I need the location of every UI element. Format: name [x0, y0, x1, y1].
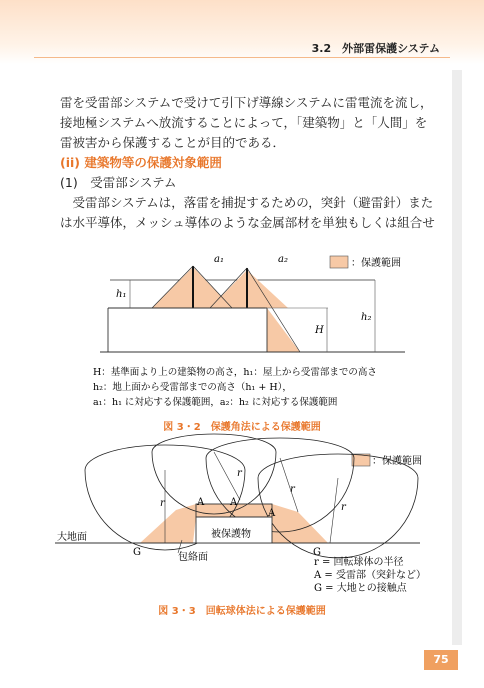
- rolling-sphere: [152, 434, 276, 514]
- label-G: G: [133, 547, 141, 558]
- note-line: h₂：地上面から受雷部までの高さ（h₁ + H），: [93, 382, 292, 393]
- paragraph-line: 雷を受雷部システムで受けて引下げ導線システムに雷電流を流し，: [60, 95, 433, 110]
- note-line: H：基準面より上の建築物の高さ，h₁：屋上から受雷部までの高さ: [93, 367, 377, 378]
- note-line: r = 回転球体の半径: [314, 557, 404, 568]
- running-title: 3.2 外部雷保護システム: [311, 42, 440, 55]
- note-line: A = 受雷部（突針など）: [314, 570, 426, 581]
- protection-area: [140, 504, 196, 543]
- protected-object-label: 被保護物: [211, 529, 251, 540]
- legend-label: ：保護範囲: [351, 258, 401, 269]
- label-G: G: [313, 547, 321, 558]
- figure-caption: 図 3・2 保護角法による保護範囲: [163, 422, 321, 433]
- label-r: r: [341, 502, 346, 513]
- label-r: r: [290, 484, 295, 495]
- label-A: A: [197, 497, 205, 508]
- paragraph-line: 接地極システムへ放流することによって，「建築物」と「人間」を: [60, 115, 428, 130]
- label-H: H: [315, 325, 324, 336]
- label-a1: a₁: [214, 254, 224, 265]
- label-A: A: [230, 497, 238, 508]
- label-a2: a₂: [278, 254, 288, 265]
- header-rule: [34, 57, 450, 58]
- figure-protection-angle: [0, 240, 484, 415]
- paragraph-line: 受雷部システムは，落雷を捕捉するための，突針（避雷針）また: [60, 195, 434, 210]
- note-line: a₁：h₁ に対応する保護範囲，a₂：h₂ に対応する保護範囲: [93, 397, 338, 408]
- label-h1: h₁: [116, 289, 127, 300]
- ground-label: 大地面: [57, 532, 87, 543]
- label-r: r: [237, 468, 242, 479]
- label-A: A: [268, 508, 276, 519]
- envelope-label: 包絡面: [178, 552, 208, 563]
- subsection-heading: (1) 受雷部システム: [60, 175, 177, 190]
- protection-area: [272, 504, 328, 543]
- note-line: G = 大地との接触点: [314, 583, 407, 594]
- paragraph-line: は水平導体，メッシュ導体のような金属部材を単独もしくは組合せ: [60, 215, 435, 230]
- figure-caption: 図 3・3 回転球体法による保護範囲: [158, 606, 326, 617]
- label-r: r: [160, 498, 165, 509]
- protection-area: [267, 308, 300, 352]
- radius-line: [280, 458, 298, 512]
- paragraph-line: 雷被害から保護することが目的である．: [60, 135, 286, 150]
- protection-area: [210, 270, 288, 308]
- radius-line: [330, 478, 338, 543]
- legend-label: ：保護範囲: [372, 456, 422, 467]
- label-h2: h₂: [361, 312, 372, 323]
- section-heading: (ii) 建築物等の保護対象範囲: [60, 155, 222, 170]
- legend-swatch: [330, 256, 348, 268]
- figure-rolling-sphere: [0, 432, 484, 600]
- page-number: 75: [424, 650, 458, 670]
